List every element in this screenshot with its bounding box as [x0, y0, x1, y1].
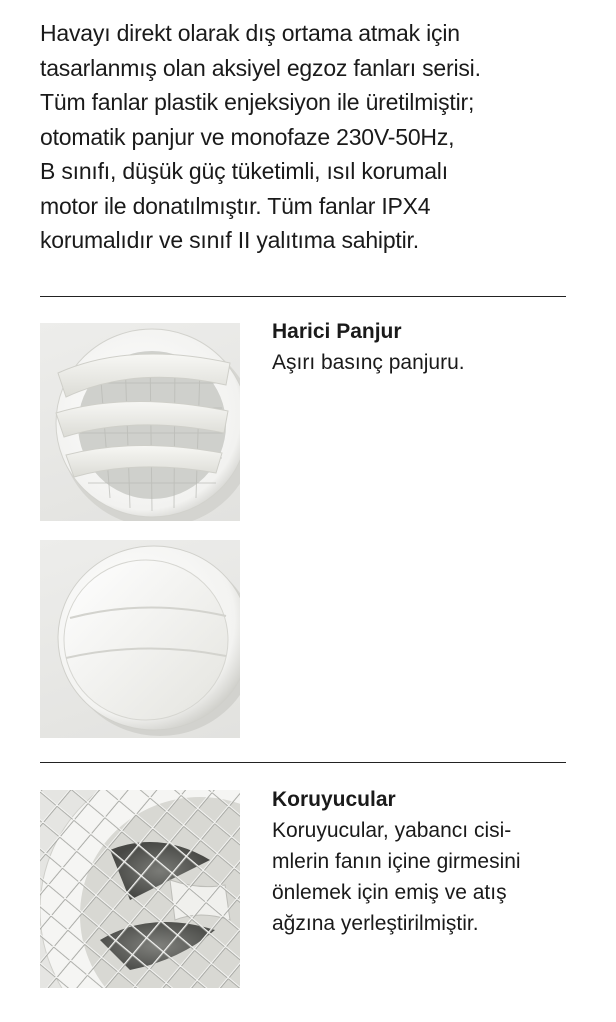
- intro-line: tasarlanmış olan aksiyel egzoz fanları serisi.: [40, 54, 481, 81]
- description-line: Aşırı basınç panjuru.: [272, 351, 465, 374]
- intro-line: motor ile donatılmıştır. Tüm fanlar IPX4: [40, 192, 431, 219]
- description-line: ağzına yerleştirilmiştir.: [272, 912, 479, 935]
- intro-line: Tüm fanlar plastik enjeksiyon ile üretilmiştir;: [40, 89, 475, 115]
- open-louvre-shutter-photo: [40, 323, 240, 521]
- intro-line: Havayı direkt olarak dış ortama atmak için: [40, 20, 460, 46]
- description-line: Koruyucular, yabancı cisi-: [272, 819, 512, 842]
- section-divider: [40, 296, 566, 297]
- closed-louvre-shutter-photo: [40, 540, 240, 738]
- section-description-harici-panjur: [272, 347, 465, 378]
- intro-line: korumalıdır ve sınıf II yalıtıma sahiptir.: [40, 227, 419, 253]
- intro-paragraph: [40, 16, 580, 258]
- description-line: önlemek için emiş ve atış: [272, 881, 507, 904]
- section-title-harici-panjur: Harici Panjur: [272, 320, 402, 343]
- intro-line: B sınıfı, düşük güç tüketimli, ısıl korumalı: [40, 158, 448, 184]
- section-description-koruyucular: [272, 815, 521, 939]
- description-line: mlerin fanın içine girmesini: [272, 850, 521, 873]
- wire-mesh-guard-photo: [40, 790, 240, 988]
- intro-line: otomatik panjur ve monofaze 230V-50Hz,: [40, 123, 455, 150]
- section-title-koruyucular: Koruyucular: [272, 788, 396, 811]
- section-divider: [40, 762, 566, 763]
